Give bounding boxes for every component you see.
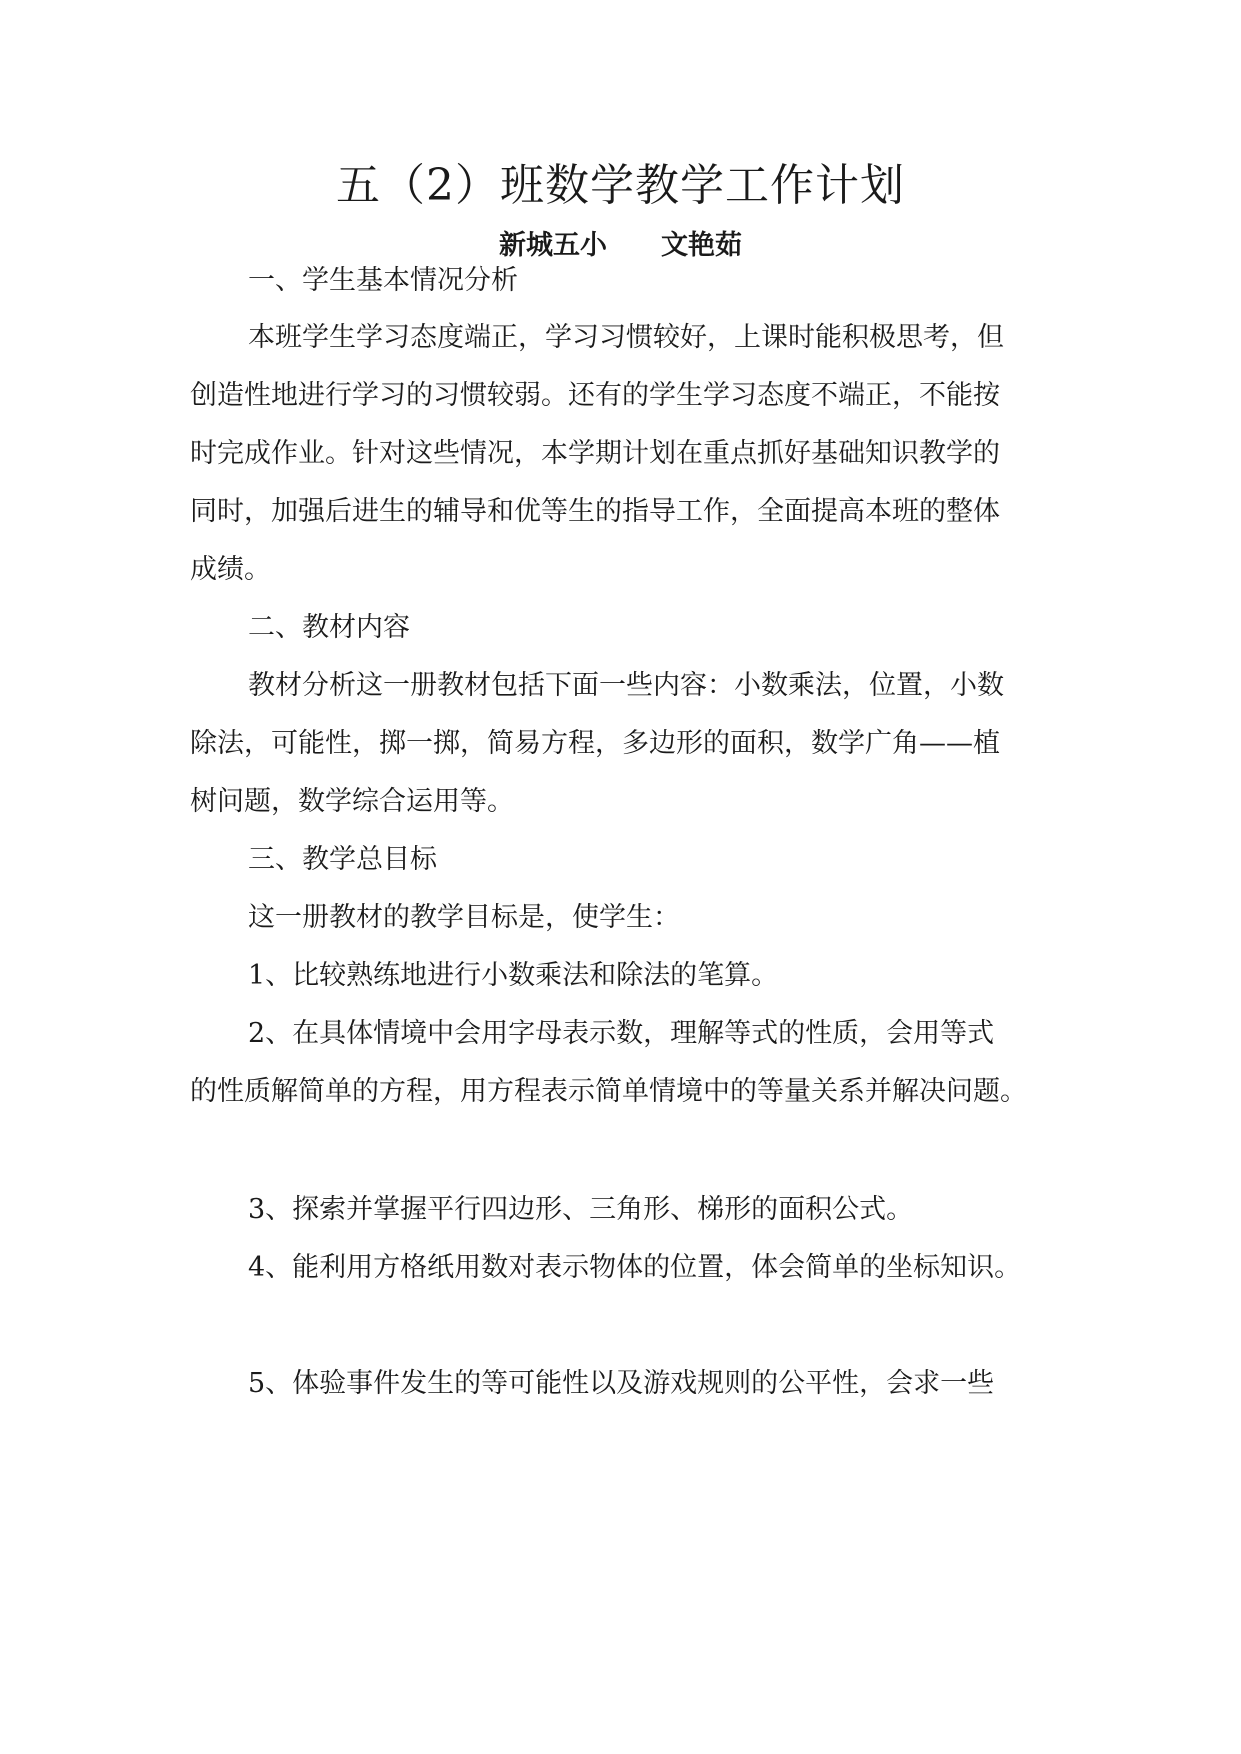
paragraph-line: 创造性地进行学习的习惯较弱。还有的学生学习态度不端正，不能按: [190, 380, 1000, 411]
paragraph-line: 这一册教材的教学目标是，使学生：: [248, 902, 680, 933]
goal-item-3: 3、探索并掌握平行四边形、三角形、梯形的面积公式。: [248, 1194, 914, 1225]
goal-item-4: 4、能利用方格纸用数对表示物体的位置，体会简单的坐标知识。: [248, 1252, 1022, 1283]
goal-item-5: 5、体验事件发生的等可能性以及游戏规则的公平性，会求一些: [248, 1368, 995, 1399]
section-heading-2: 二、教材内容: [248, 612, 410, 643]
paragraph-line: 同时，加强后进生的辅导和优等生的指导工作，全面提高本班的整体: [190, 496, 1000, 527]
paragraph-line: 树问题，数学综合运用等。: [190, 786, 514, 817]
paragraph-line: 本班学生学习态度端正，学习习惯较好，上课时能积极思考，但: [248, 322, 1004, 353]
section-heading-3: 三、教学总目标: [248, 844, 437, 875]
document-title: 五（2）班数学教学工作计划: [336, 160, 905, 211]
paragraph-line: 教材分析这一册教材包括下面一些内容：小数乘法，位置，小数: [248, 670, 1004, 701]
author-line: 新城五小 文艳茹: [499, 230, 742, 261]
goal-item-2: 2、在具体情境中会用字母表示数，理解等式的性质，会用等式: [248, 1018, 995, 1049]
paragraph-line: 成绩。: [190, 554, 271, 585]
paragraph-line: 时完成作业。针对这些情况，本学期计划在重点抓好基础知识教学的: [190, 438, 1000, 469]
section-heading-1: 一、学生基本情况分析: [248, 265, 518, 296]
goal-item-1: 1、比较熟练地进行小数乘法和除法的笔算。: [248, 960, 779, 991]
paragraph-line: 除法，可能性，掷一掷，简易方程，多边形的面积，数学广角——植: [190, 728, 1000, 759]
goal-item-2-cont: 的性质解简单的方程，用方程表示简单情境中的等量关系并解决问题。: [190, 1076, 1027, 1107]
